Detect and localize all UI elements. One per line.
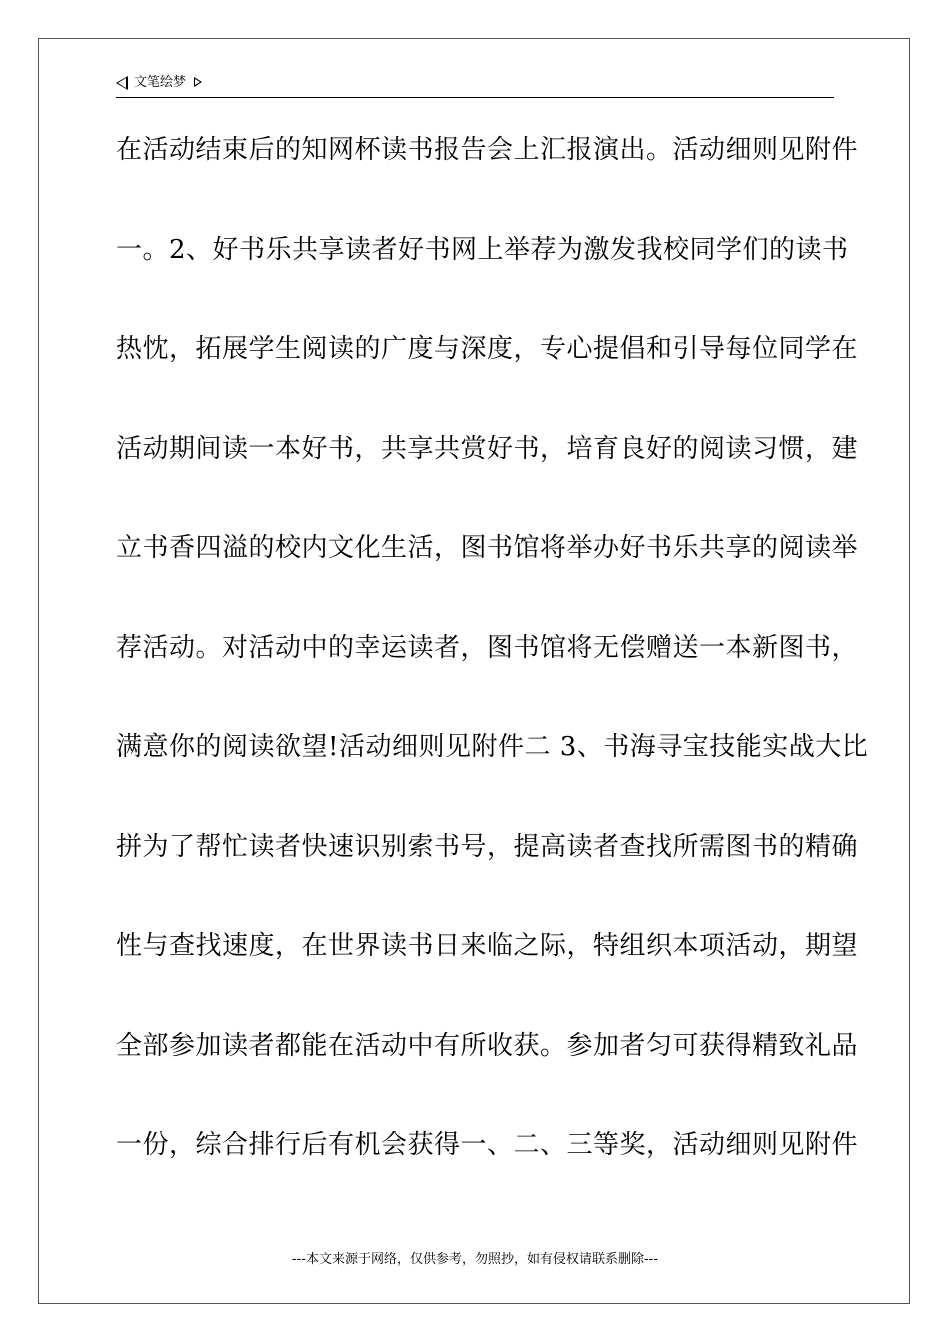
body-line: 荐活动。对活动中的幸运读者，图书馆将无偿赠送一本新图书， — [116, 632, 859, 663]
document-body — [116, 124, 869, 1219]
header-brand: 文笔绘梦 — [134, 75, 187, 90]
body-line: 满意你的阅读欲望!活动细则见附件二 3、书海寻宝技能实战大比 — [116, 732, 869, 762]
body-line: 一份，综合排行后有机会获得一、二、三等奖，活动细则见附件 — [116, 1130, 859, 1160]
triangle-right-icon — [194, 77, 202, 87]
page-header — [116, 74, 834, 98]
body-line: 立书香四溢的校内文化生活，图书馆将举办好书乐共享的阅读举 — [116, 533, 859, 563]
body-line: 全部参加读者都能在活动中有所收获。参加者匀可获得精致礼品 — [116, 1030, 859, 1061]
body-line: 活动期间读一本好书，共享共赏好书，培育良好的阅读习惯，建 — [116, 433, 859, 464]
body-line: 一。2、好书乐共享读者好书网上举荐为激发我校同学们的读书 — [116, 234, 849, 265]
body-line: 热忱，拓展学生阅读的广度与深度，专心提倡和引导每位同学在 — [116, 334, 859, 364]
body-line: 性与查找速度，在世界读书日来临之际，特组织本项活动，期望 — [116, 931, 859, 961]
footer-notice: ---本文来源于网络，仅供参考，勿照抄，如有侵权请联系删除--- — [291, 1252, 659, 1267]
triangle-left-icon — [116, 76, 128, 90]
body-line: 在活动结束后的知网杯读书报告会上汇报演出。活动细则见附件 — [116, 135, 859, 165]
body-line: 拼为了帮忙读者快速识别索书号，提高读者查找所需图书的精确 — [116, 831, 859, 862]
